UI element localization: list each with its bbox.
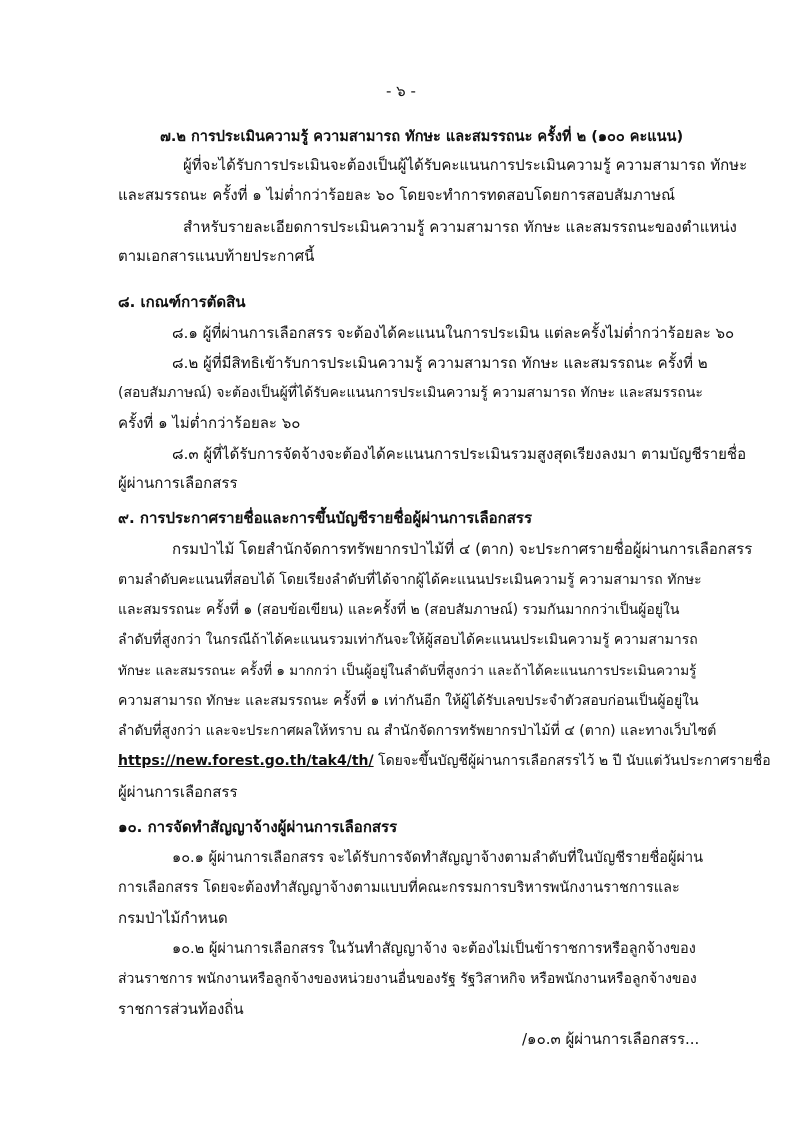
paragraph-line: ตามเอกสารแนบท้ายประกาศนี้ bbox=[118, 247, 315, 265]
paragraph-line: ผู้ผ่านการเลือกสรร bbox=[118, 783, 238, 801]
continuation-note: /๑๐.๓ ผู้ผ่านการเลือกสรร... bbox=[522, 1030, 700, 1048]
paragraph-line: ๘.๓ ผู้ที่ได้รับการจัดจ้างจะต้องได้คะแนนการประเมินรวมสูงสุดเรียงลงมา ตามบัญชีรายชื่อ bbox=[172, 445, 747, 463]
paragraph-line: ความสามารถ ทักษะ และสมรรถนะ ครั้งที่ ๑ เท่ากันอีก ให้ผู้ได้รับเลขประจำตัวสอบก่อนเป็นผู้อยู่ใน bbox=[118, 693, 699, 709]
paragraph-line: ผู้ที่จะได้รับการประเมินจะต้องเป็นผู้ได้รับคะแนนการประเมินความรู้ ความสามารถ ทักษะ bbox=[183, 156, 748, 174]
paragraph-line: และสมรรถนะ ครั้งที่ ๑ (สอบข้อเขียน) และครั้งที่ ๒ (สอบสัมภาษณ์) รวมกันมากกว่าเป็นผู้อยู่ใน bbox=[118, 602, 680, 618]
paragraph-line bbox=[118, 750, 771, 772]
section-9-heading: ๙. การประกาศรายชื่อและการขึ้นบัญชีรายชื่อผู้ผ่านการเลือกสรร bbox=[118, 509, 533, 527]
paragraph-line: ราชการส่วนท้องถิ่น bbox=[118, 1000, 244, 1018]
paragraph-line: ครั้งที่ ๑ ไม่ต่ำกว่าร้อยละ ๖๐ bbox=[118, 414, 301, 432]
link-trailing-text: โดยจะขึ้นบัญชีผู้ผ่านการเลือกสรรไว้ ๒ ปี นับแต่วันประกาศรายชื่อ bbox=[373, 753, 771, 769]
paragraph-line: กรมป่าไม้กำหนด bbox=[118, 909, 228, 927]
paragraph-line: ผู้ผ่านการเลือกสรร bbox=[118, 474, 238, 492]
paragraph-line: ส่วนราชการ พนักงานหรือลูกจ้างของหน่วยงานอื่นของรัฐ รัฐวิสาหกิจ หรือพนักงานหรือลูกจ้างของ bbox=[118, 971, 697, 987]
paragraph-line: สำหรับรายละเอียดการประเมินความรู้ ความสามารถ ทักษะ และสมรรถนะของตำแหน่ง bbox=[183, 218, 737, 236]
paragraph-line: ๑๐.๑ ผู้ผ่านการเลือกสรร จะได้รับการจัดทำสัญญาจ้างตามลำดับที่ในบัญชีรายชื่อผู้ผ่าน bbox=[172, 850, 704, 866]
paragraph-line: ๘.๑ ผู้ที่ผ่านการเลือกสรร จะต้องได้คะแนนในการประเมิน แต่ละครั้งไม่ต่ำกว่าร้อยละ ๖๐ bbox=[172, 324, 735, 342]
paragraph-line: ๑๐.๒ ผู้ผ่านการเลือกสรร ในวันทำสัญญาจ้าง จะต้องไม่เป็นข้าราชการหรือลูกจ้างของ bbox=[172, 941, 696, 957]
paragraph-line: ตามลำดับคะแนนที่สอบได้ โดยเรียงลำดับที่ได้จากผู้ได้คะแนนประเมินความรู้ ความสามารถ ทักษะ bbox=[118, 572, 702, 588]
section-10-heading: ๑๐. การจัดทำสัญญาจ้างผู้ผ่านการเลือกสรร bbox=[118, 818, 398, 836]
website-link[interactable]: https://new.forest.go.th/tak4/th/ bbox=[118, 753, 374, 769]
paragraph-line: การเลือกสรร โดยจะต้องทำสัญญาจ้างตามแบบที่คณะกรรมการบริหารพนักงานราชการและ bbox=[118, 880, 680, 896]
section-8-heading: ๘. เกณฑ์การตัดสิน bbox=[118, 293, 246, 311]
paragraph-line: ลำดับที่สูงกว่า ในกรณีถ้าได้คะแนนรวมเท่ากันจะให้ผู้สอบได้คะแนนประเมินความรู้ ความสามารถ bbox=[118, 632, 698, 648]
paragraph-line: กรมป่าไม้ โดยสำนักจัดการทรัพยากรป่าไม้ที่ ๔ (ตาก) จะประกาศรายชื่อผู้ผ่านการเลือกสรร bbox=[172, 540, 753, 558]
section-7-2-heading: ๗.๒ การประเมินความรู้ ความสามารถ ทักษะ และสมรรถนะ ครั้งที่ ๒ (๑๐๐ คะแนน) bbox=[160, 129, 684, 145]
paragraph-line: ลำดับที่สูงกว่า และจะประกาศผลให้ทราบ ณ สำนักจัดการทรัพยากรป่าไม้ที่ ๔ (ตาก) และทางเว็บไซต์ bbox=[118, 723, 717, 739]
page-number: - ๖ - bbox=[386, 82, 416, 100]
paragraph-line: ทักษะ และสมรรถนะ ครั้งที่ ๑ มากกว่า เป็นผู้อยู่ในลำดับที่สูงกว่า และถ้าได้คะแนนการประเมินความรู้ bbox=[118, 663, 697, 679]
paragraph-line: และสมรรถนะ ครั้งที่ ๑ ไม่ต่ำกว่าร้อยละ ๖๐ โดยจะทำการทดสอบโดยการสอบสัมภาษณ์ bbox=[118, 186, 676, 204]
paragraph-line: (สอบสัมภาษณ์) จะต้องเป็นผู้ที่ได้รับคะแนนการประเมินความรู้ ความสามารถ ทักษะ และสมรรถนะ bbox=[118, 385, 703, 401]
paragraph-line: ๘.๒ ผู้ที่มีสิทธิเข้ารับการประเมินความรู้ ความสามารถ ทักษะ และสมรรถนะ ครั้งที่ ๒ bbox=[172, 354, 708, 372]
